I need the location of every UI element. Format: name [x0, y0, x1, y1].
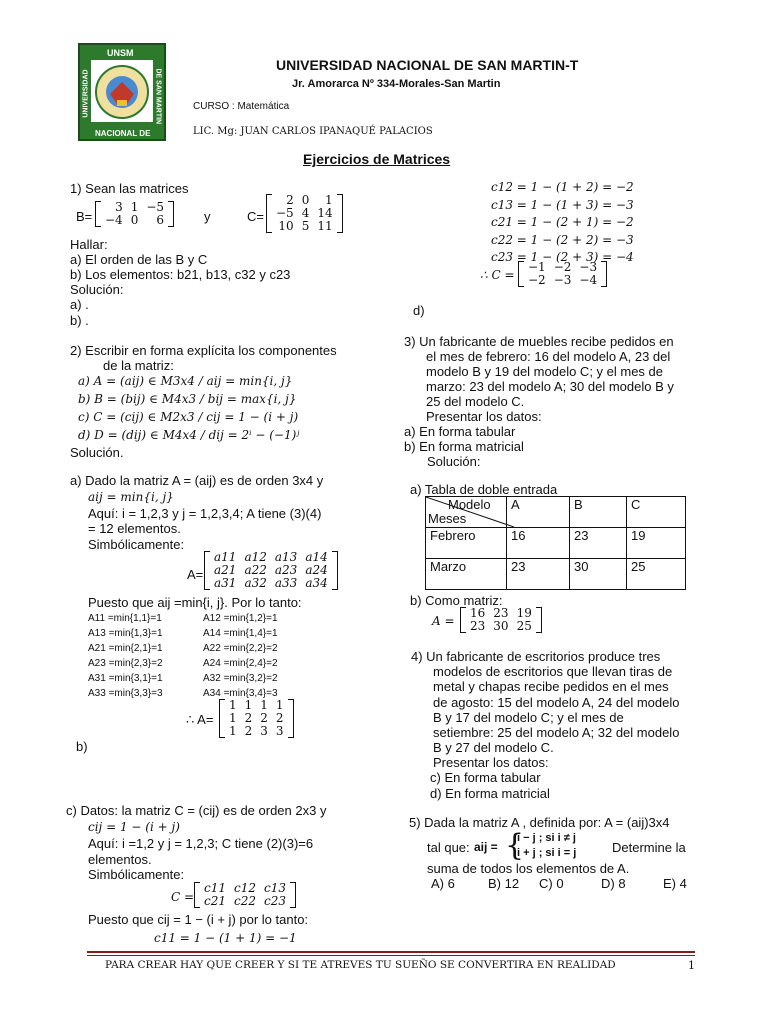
- table-cell: 25: [627, 559, 686, 590]
- c-value-line: c13 = 1 − (1 + 3) = −3: [491, 197, 634, 212]
- matrix-a-result-cell: 2: [244, 724, 253, 738]
- ex2a-line-3: Aquí: i = 1,2,3 y j = 1,2,3,4; A tiene (3)(4): [88, 506, 322, 521]
- ex2c-line-5: Simbólicamente:: [88, 867, 185, 882]
- ex4-item-c: c) En forma tabular: [430, 770, 541, 785]
- university-address: Jr. Amorarca Nº 334-Morales-San Martin: [292, 78, 501, 90]
- matrix-a-symbolic-cell: a33: [274, 576, 298, 590]
- c-value-line: c23 = 1 − (2 + 3) = −4: [491, 250, 634, 264]
- ex4-line: B y 27 del modelo C.: [433, 740, 554, 756]
- matrix-c-cell: 11: [317, 219, 333, 233]
- ex5-line-1: 5) Dada la matriz A , definida por: A = (aij)3x4: [409, 815, 670, 830]
- ex2c-c11: c11 = 1 − (1 + 1) = −1: [154, 931, 297, 945]
- ex3-table-title: a) Tabla de doble entrada: [410, 482, 558, 497]
- page-title: Ejercicios de Matrices: [303, 151, 451, 167]
- ex3-line: el mes de febrero: 16 del modelo A, 23 del: [426, 349, 671, 364]
- values-col1-line: A23 =min{2,3}=2: [88, 658, 163, 669]
- matrix-b-cell: 0: [130, 213, 139, 227]
- logo-top-text: UNSM: [107, 48, 134, 58]
- matrix-ex3-cell: 30: [493, 619, 509, 633]
- values-col2-line: A14 =min{1,4}=1: [203, 628, 278, 639]
- values-col2-line: A12 =min{1,2}=1: [203, 613, 278, 624]
- table-header-b: B: [570, 497, 627, 528]
- matrix-a-result-cell: 2: [260, 711, 268, 725]
- ex5-case-2: i + j ; si i = j: [517, 847, 577, 859]
- matrix-c-cell: 14: [317, 206, 333, 220]
- ex1-y: y: [204, 209, 211, 224]
- ex3-mat-label: A =: [432, 614, 455, 628]
- course-label: CURSO : Matemática: [193, 101, 290, 112]
- matrix-c-symbolic-cell: c21: [204, 894, 226, 908]
- ex4-item-d: d) En forma matricial: [430, 786, 550, 801]
- table-header-a: A: [507, 497, 570, 528]
- table-row-label: Marzo: [426, 559, 507, 590]
- matrix-c-result-cell: −3: [579, 260, 598, 274]
- logo-right-text: DE SAN MARTIN: [154, 68, 162, 125]
- matrix-c-symbolic-cell: c22: [234, 894, 256, 908]
- ex3-line: 3) Un fabricante de muebles recibe pedidos en: [404, 334, 674, 349]
- ex1-item-b: b) Los elementos: b21, b13, c32 y c23: [70, 267, 291, 282]
- matrix-c-result-cell: −2: [553, 260, 572, 274]
- c-value-line: c12 = 1 − (1 + 2) = −2: [491, 180, 634, 194]
- table-row-label: Febrero: [426, 528, 507, 559]
- matrix-a-symbolic-cell: a12: [244, 550, 267, 564]
- matrix-c-symbolic-cell: c12: [234, 881, 256, 895]
- ex3-table: [425, 496, 686, 590]
- ex2c-line-1: c) Datos: la matriz C = (cij) es de orden 2x3 y: [66, 803, 327, 818]
- ex2-item-d: d) D = (dij) ∈ M4x4 / dij = 2ⁱ − (−1)ʲ: [78, 428, 300, 442]
- values-col1-line: A33 =min{3,3}=3: [88, 688, 163, 699]
- table-row: [426, 559, 686, 590]
- matrix-a-result-cell: 1: [229, 711, 237, 725]
- ex4-line: de agosto: 15 del modelo A, 24 del modelo: [433, 694, 680, 710]
- matrix-a-symbolic-cell: a22: [244, 563, 267, 577]
- corner-bottom-label: Meses: [428, 511, 467, 526]
- ex2a-line-2: aij = min{i, j}: [88, 490, 174, 504]
- matrix-b-cell: −4: [105, 213, 123, 227]
- ex4-line: 4) Un fabricante de escritorios produce tres: [411, 649, 661, 664]
- values-col2-line: A24 =min{2,4}=2: [203, 658, 278, 669]
- answer-option: B) 12: [488, 876, 520, 891]
- matrix-a-result-cell: 3: [260, 724, 268, 738]
- teacher-prefix: LIC. Mg: [193, 126, 234, 137]
- matrix-c-result-cell: −4: [579, 273, 598, 287]
- answer-option: A) 6: [431, 876, 455, 891]
- matrix-a-symbolic-cell: a23: [274, 563, 298, 577]
- ex2-intro-1: 2) Escribir en forma explícita los componentes: [70, 343, 337, 358]
- ex2-item-c: c) C = (cij) ∈ M2x3 / cij = 1 − (i + j): [78, 410, 299, 424]
- matrix-ex3-cell: 25: [516, 619, 532, 633]
- footer-rule: [87, 951, 695, 956]
- values-col1-line: A11 =min{1,1}=1: [88, 613, 162, 624]
- matrix-c-cell: 4: [301, 206, 310, 220]
- answer-option: E) 4: [663, 876, 687, 891]
- matrix-a-result-cell: 2: [275, 711, 284, 725]
- answer-option: D) 8: [601, 876, 626, 891]
- matrix-ex3-cell: 19: [516, 606, 532, 620]
- matrix-c-cell: 1: [324, 193, 333, 207]
- ex4-line: metal y chapas recibe pedidos en el mes: [433, 679, 669, 695]
- logo-bottom-text: NACIONAL DE: [95, 129, 151, 138]
- ex5-line-3: suma de todos los elementos de A.: [427, 861, 630, 876]
- matrix-b-cell: 1: [130, 200, 139, 214]
- ex2c-puesto: Puesto que cij = 1 − (i + j) por lo tanto:: [88, 912, 309, 927]
- c-value-line: c21 = 1 − (2 + 1) = −2: [491, 215, 634, 229]
- matrix-c-result: [518, 261, 607, 287]
- ex4-line: B y 17 del modelo C; y el mes de: [433, 709, 624, 725]
- ex2c-line-2: cij = 1 − (i + j): [88, 820, 180, 834]
- ex2c-c-label: C =: [171, 890, 195, 904]
- table-cell: 19: [627, 528, 686, 559]
- matrix-b-cell: −5: [146, 200, 165, 214]
- ex3-line: modelo B y 19 del modelo C; y el mes de: [426, 364, 664, 379]
- matrix-a-symbolic-cell: a13: [274, 550, 298, 564]
- table-corner-cell: [426, 497, 507, 528]
- matrix-a-symbolic-cell: a34: [305, 576, 328, 590]
- matrix-a-symbolic-cell: a31: [214, 576, 237, 590]
- university-name: UNIVERSIDAD NACIONAL DE SAN MARTIN-T: [276, 57, 579, 73]
- right-d: d): [413, 303, 425, 318]
- c-value-line: c22 = 1 − (2 + 2) = −3: [491, 232, 634, 247]
- ex2-item-b: b) B = (bij) ∈ M4x3 / bij = max{i, j}: [78, 392, 297, 406]
- corner-top-label: Modelo: [448, 497, 491, 512]
- matrix-a-result-cell: 1: [229, 698, 237, 712]
- table-cell: 23: [570, 528, 627, 559]
- matrix-ex3-cell: 23: [493, 606, 509, 620]
- values-col2-line: A32 =min{3,2}=2: [203, 673, 278, 684]
- matrix-a-symbolic-cell: a32: [244, 576, 267, 590]
- footer-motto: PARA CREAR HAY QUE CREER Y SI TE ATREVES TU SUEÑO SE CONVERTIRA EN REALIDAD: [105, 959, 616, 971]
- matrix-a-result-cell: 2: [244, 711, 253, 725]
- matrix-c-cell: 5: [301, 219, 310, 233]
- matrix-b-cell: 6: [156, 213, 165, 227]
- ex2c-line-4: elementos.: [88, 852, 152, 867]
- matrix-c-cell: 0: [301, 193, 310, 207]
- table-row: [426, 528, 686, 559]
- matrix-b-cell: 3: [115, 200, 123, 214]
- university-logo: [77, 42, 167, 142]
- ex5-case-1: i − j ; si i ≠ j: [517, 832, 576, 844]
- ex1-sol-b: b) .: [70, 313, 89, 328]
- matrix-c-result-cell: −3: [553, 273, 572, 287]
- matrix-c-result-cell: −1: [528, 260, 546, 274]
- matrix-a-result: [219, 699, 294, 738]
- ex1-b-label: B=: [76, 209, 93, 224]
- table-cell: 23: [507, 559, 570, 590]
- values-col1-line: A31 =min{3,1}=1: [88, 673, 163, 684]
- matrix-ex3: [460, 607, 542, 633]
- ex2a-line-5: Simbólicamente:: [88, 537, 185, 552]
- ex3-item-a: a) En forma tabular: [404, 424, 516, 439]
- matrix-a-result-cell: 1: [275, 698, 284, 712]
- ex4-line: modelos de escritorios que llevan tiras de: [433, 664, 673, 680]
- matrix-c-symbolic: [194, 882, 296, 908]
- matrix-c-symbolic-cell: c13: [264, 881, 286, 895]
- ex3-line: 25 del modelo C.: [426, 394, 525, 409]
- ex2a-therefore: ∴ A=: [186, 712, 214, 727]
- matrix-b: [95, 201, 174, 227]
- matrix-a-result-cell: 1: [244, 698, 253, 712]
- values-col1-line: A21 =min{2,1}=1: [88, 643, 163, 654]
- c-result-therefore: ∴ C =: [480, 268, 515, 282]
- ex4-line: setiembre: 25 del modelo A; 32 del modelo: [433, 725, 680, 740]
- values-col2-line: A34 =min{3,4}=3: [203, 688, 278, 699]
- matrix-a-result-cell: 3: [275, 724, 284, 738]
- ex2a-b: b): [76, 739, 88, 754]
- ex2a-line-1: a) Dado la matriz A = (aij) es de orden 3x4 y: [70, 473, 324, 488]
- table-cell: 30: [570, 559, 627, 590]
- ex5-determine: Determine la: [612, 840, 686, 855]
- ex3-como: b) Como matriz:: [410, 593, 503, 608]
- table-cell: 16: [507, 528, 570, 559]
- matrix-a-symbolic-cell: a24: [305, 563, 328, 577]
- matrix-c: [266, 194, 343, 233]
- ex5-brace: {: [505, 828, 525, 863]
- ex1-item-a: a) El orden de las B y C: [70, 252, 208, 267]
- ex3-line: marzo: 23 del modelo A; 30 del modelo B y: [426, 379, 674, 394]
- ex2-item-a: a) A = (aij) ∈ M3x4 / aij = min{i, j}: [78, 374, 293, 388]
- values-col1-line: A13 =min{1,3}=1: [88, 628, 163, 639]
- ex1-solucion: Solución:: [70, 282, 124, 297]
- ex1-hallar: Hallar:: [70, 237, 108, 252]
- ex5-tal-que: tal que:: [427, 840, 470, 855]
- matrix-a-symbolic-cell: a14: [305, 550, 328, 564]
- answer-option: C) 0: [539, 876, 564, 891]
- matrix-c-cell: −5: [276, 206, 294, 220]
- matrix-a-result-cell: 1: [229, 724, 237, 738]
- teacher-name: : JUAN CARLOS IPANAQUÉ PALACIOS: [234, 126, 433, 137]
- ex3-item-b: b) En forma matricial: [404, 439, 524, 454]
- table-header-c: C: [627, 497, 686, 528]
- matrix-a-symbolic-cell: a21: [214, 563, 237, 577]
- ex2a-puesto: Puesto que aij =min{i, j}. Por lo tanto:: [88, 595, 302, 610]
- matrix-c-cell: 10: [278, 219, 294, 233]
- matrix-c-result-cell: −2: [528, 273, 546, 287]
- page-number: 1: [688, 959, 695, 972]
- ex1-sol-a: a) .: [70, 297, 89, 312]
- ex5-aij: aij =: [474, 840, 498, 854]
- ex2a-a-label: A=: [187, 567, 204, 582]
- ex2a-line-4: = 12 elementos.: [88, 521, 181, 536]
- matrix-ex3-cell: 16: [470, 606, 486, 620]
- matrix-a-symbolic: [204, 551, 338, 590]
- values-col2-line: A22 =min{2,2}=2: [203, 643, 278, 654]
- ex2-solucion: Solución.: [70, 445, 124, 460]
- ex3-line: Presentar los datos:: [426, 409, 542, 424]
- matrix-c-cell: 2: [286, 193, 294, 207]
- matrix-a-result-cell: 1: [260, 698, 268, 712]
- matrix-a-symbolic-cell: a11: [214, 550, 237, 564]
- ex1-intro: 1) Sean las matrices: [70, 181, 189, 196]
- ex4-line: Presentar los datos:: [433, 755, 549, 771]
- matrix-ex3-cell: 23: [470, 619, 486, 633]
- ex1-c-label: C=: [247, 209, 264, 224]
- ex2-intro-2: de la matriz:: [103, 358, 174, 373]
- matrix-c-symbolic-cell: c11: [204, 881, 226, 895]
- ex3-solucion: Solución:: [427, 454, 481, 469]
- ex2c-line-3: Aquí: i =1,2 y j = 1,2,3; C tiene (2)(3)=6: [88, 836, 314, 851]
- logo-left-text: UNIVERSIDAD: [82, 69, 90, 118]
- matrix-c-symbolic-cell: c23: [264, 894, 286, 908]
